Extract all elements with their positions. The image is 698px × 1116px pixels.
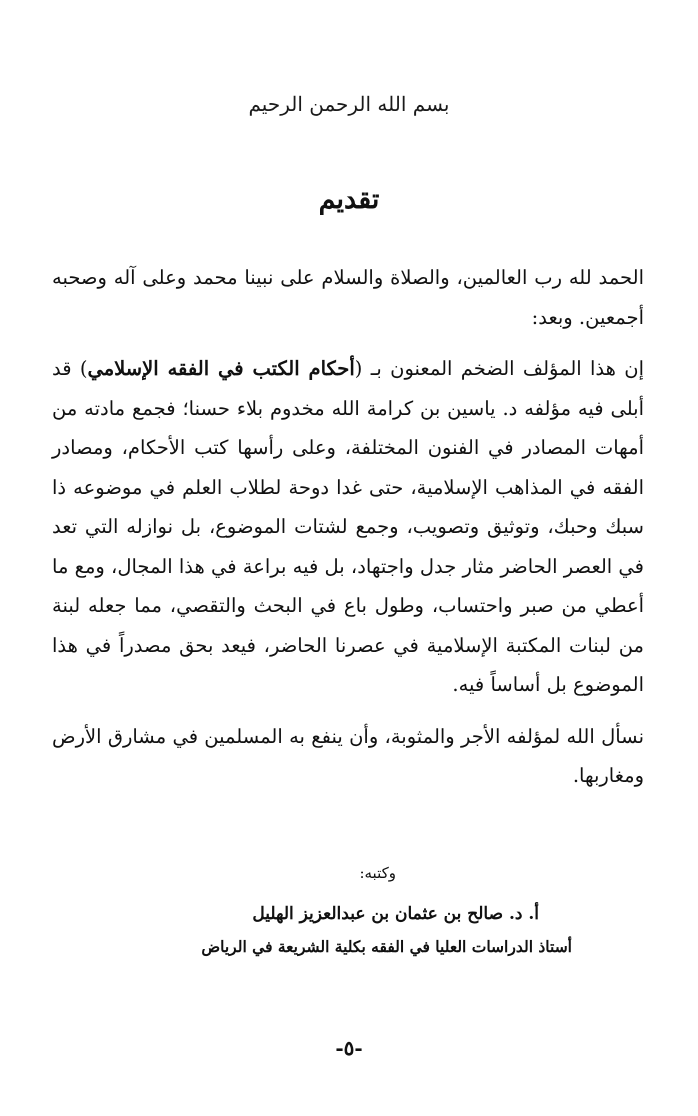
author-name: أ. د. صالح بن عثمان بن عبدالعزيز الهليل xyxy=(252,904,539,924)
signature-block xyxy=(52,862,644,958)
page-number: -٥- xyxy=(335,1036,363,1060)
basmala-calligraphy: بسم الله الرحمن الرحيم xyxy=(248,92,450,116)
introduction-body xyxy=(52,258,644,808)
paragraph-book-description-start: إن هذا المؤلف الضخم المعنون بـ ( xyxy=(354,357,644,380)
paragraph-greeting: الحمد لله رب العالمين، والصلاة والسلام على نبينا محمد وعلى آله وصحبه أجمعين. وبعد: xyxy=(52,266,644,329)
paragraph-prayer: نسأل الله لمؤلفه الأجر والمثوبة، وأن ينفع به المسلمين في مشارق الأرض ومغاربها. xyxy=(52,724,644,787)
paragraph-book-description-rest: ) قد أبلى فيه مؤلفه د. ياسين بن كرامة الله مخدوم بلاء حسنا؛ فجمع مادته من أمهات المصادر في الفنون المختلفة، وعلى رأسها كتب الأحكام، ومصادر الفقه في المذاهب الإسلامية، حتى غدا دوحة لطلاب العلم في موضوعه ذا سبك وحبك، وتوثيق وتصويب، وجمع لشتات الموضوع، بل نوازله التي تعد في العصر الحاضر مثار جدل واجتهاد، بل فيه براعة في هذا المجال، ومع ما أعطي من صبر واحتساب، وطول باع في البحث والتقصي، مما جعله لبنة من لبنات المكتبة الإسلامية في عصرنا الحاضر، فيعد بحق مصدراً في هذا الموضوع بل أساساً فيه. xyxy=(52,357,644,696)
author-title: أستاذ الدراسات العليا في الفقه بكلية الشريعة في الرياض xyxy=(201,937,572,956)
wrote-label: وكتبه: xyxy=(359,864,396,882)
page-heading: تقديم xyxy=(318,184,380,215)
paragraph-book-description xyxy=(52,349,644,705)
book-title: أحكام الكتب في الفقه الإسلامي xyxy=(87,357,355,380)
